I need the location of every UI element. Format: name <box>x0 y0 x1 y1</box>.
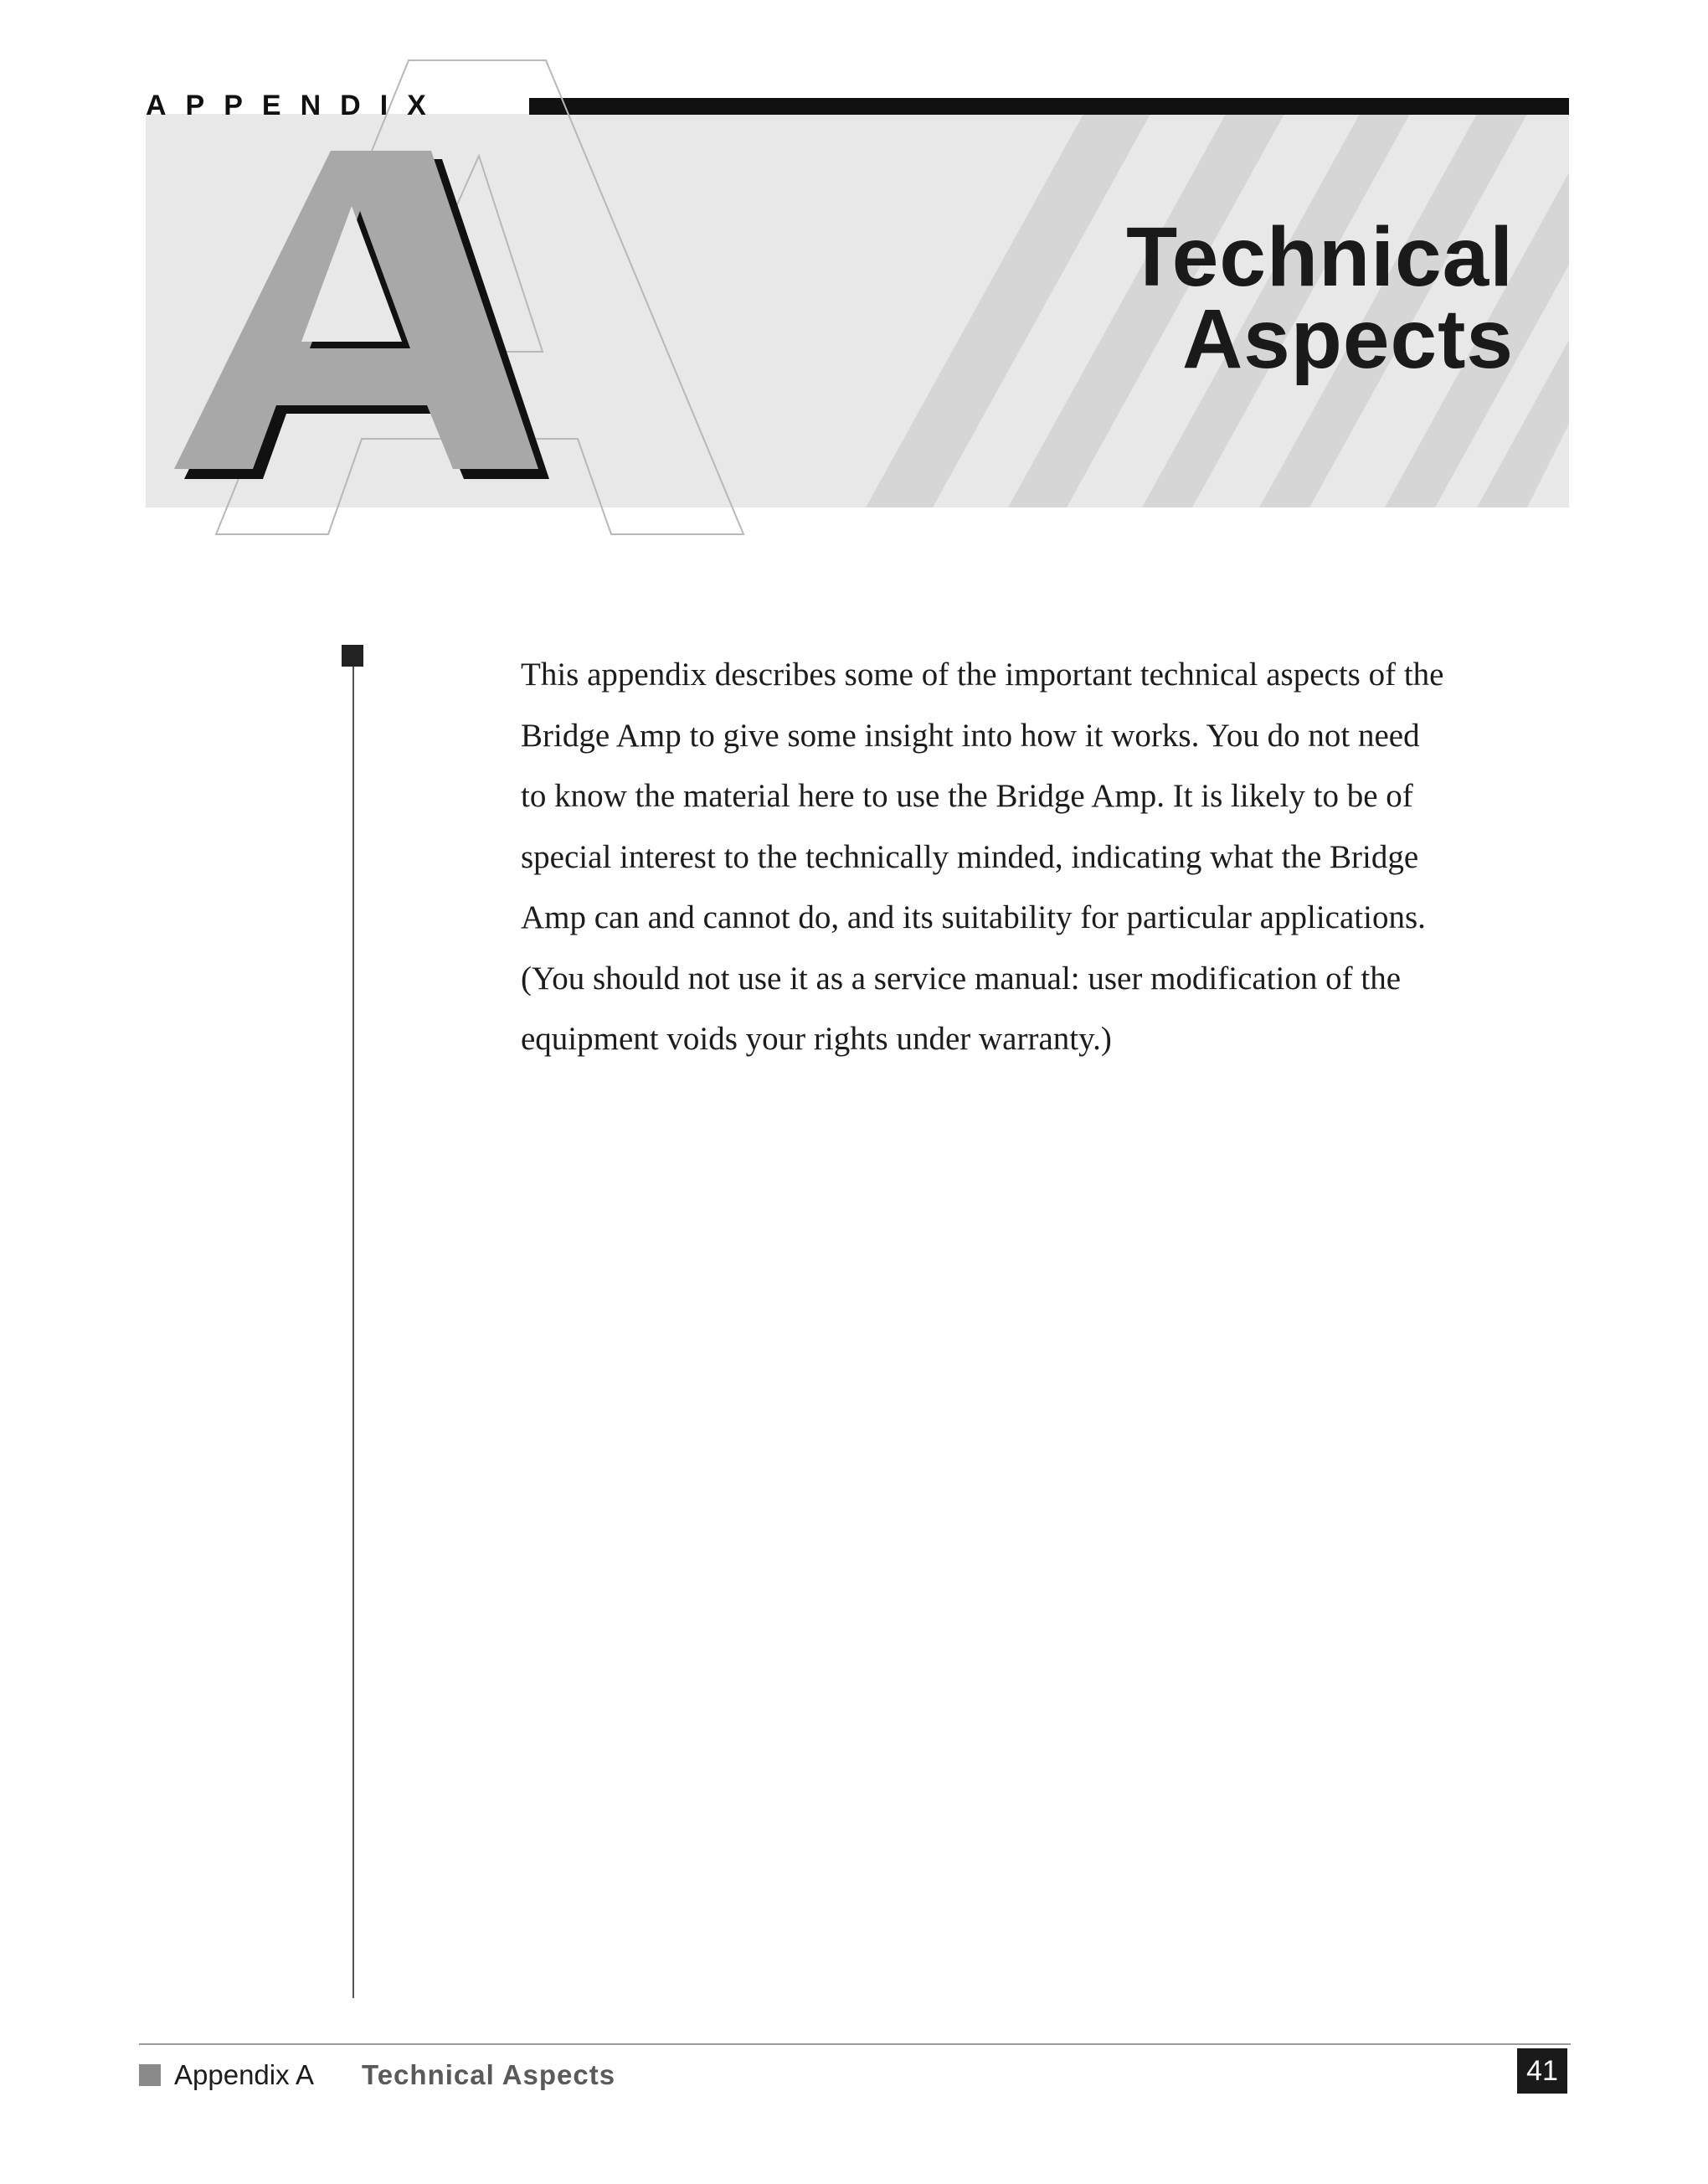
paragraph-line: (You should not use it as a service manual: user modification of the <box>521 960 1402 997</box>
title-line-1: Technical <box>1126 210 1514 304</box>
title-line-2: Aspects <box>1181 292 1514 386</box>
margin-rule <box>352 667 354 1998</box>
appendix-eyebrow: APPENDIX <box>146 90 445 121</box>
page-number: 41 <box>1517 2048 1567 2094</box>
footer-section-title: Technical Aspects <box>362 2059 616 2090</box>
paragraph-line: Amp can and cannot do, and its suitability for particular applications. <box>521 899 1426 935</box>
footer-rule <box>139 2043 1571 2045</box>
footer-label: Appendix A <box>174 2059 314 2090</box>
chapter-title <box>1126 210 1514 386</box>
paragraph-line: special interest to the technically minded, indicating what the Bridge <box>521 838 1419 875</box>
intro-paragraph <box>521 645 1577 1070</box>
paragraph-line: to know the material here to use the Bridge Amp. It is likely to be of <box>521 778 1413 814</box>
paragraph-line: Bridge Amp to give some insight into how it works. You do not need <box>521 717 1420 754</box>
paragraph-line: equipment voids your rights under warranty.) <box>521 1021 1112 1057</box>
footer-marker <box>139 2064 161 2086</box>
paragraph-line: This appendix describes some of the important technical aspects of the <box>521 657 1444 693</box>
section-marker <box>342 645 363 667</box>
